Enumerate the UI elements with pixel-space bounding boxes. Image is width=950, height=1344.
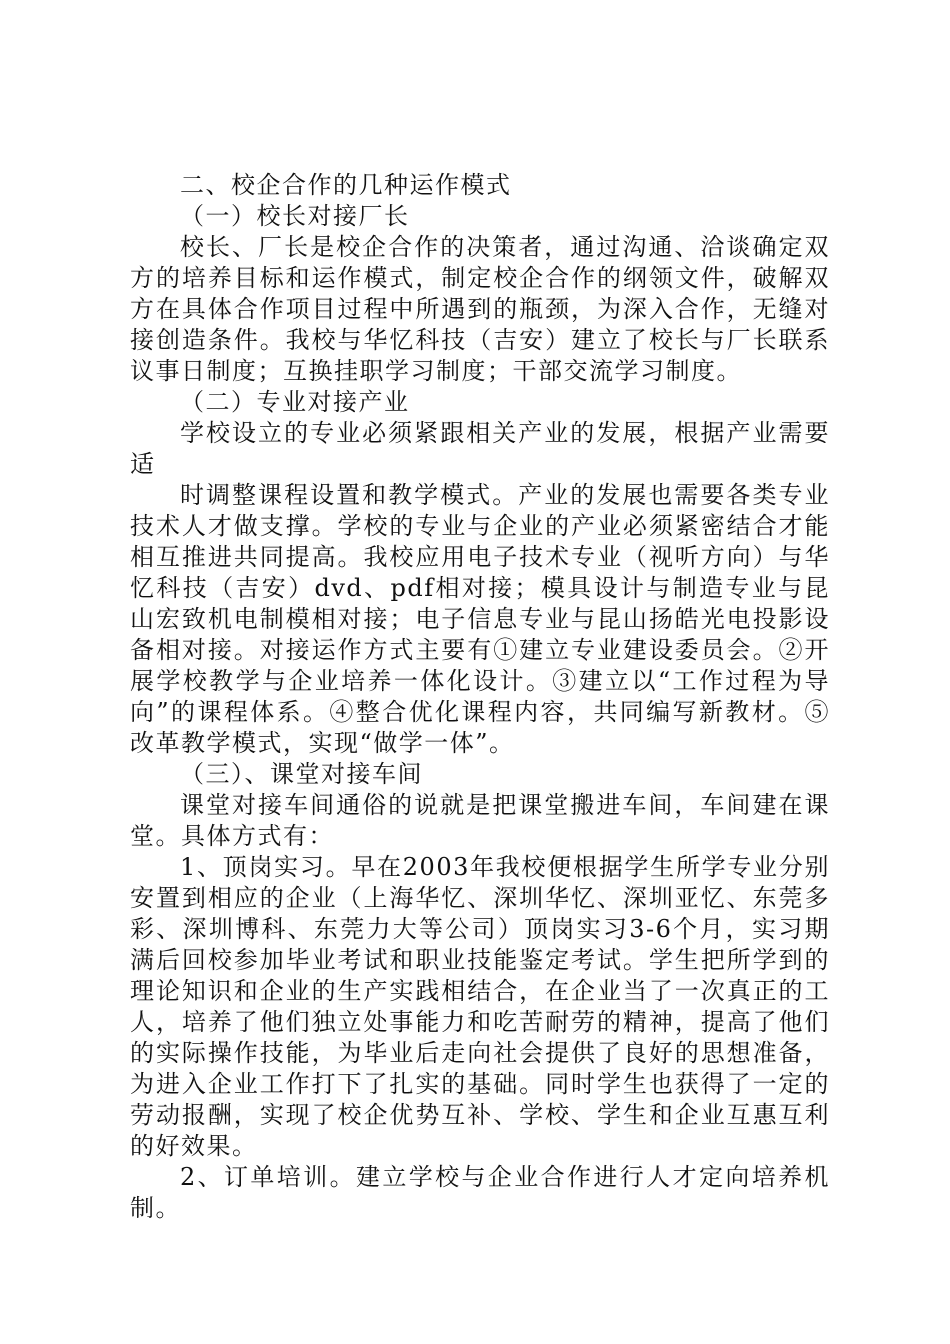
subsection-title-3: （三）、课堂对接车间 bbox=[180, 760, 423, 788]
document-body bbox=[130, 170, 830, 1224]
paragraph-section-1: 校长、厂长是校企合作的决策者，通过沟通、洽谈确定双方的培养目标和运作模式，制定校企合作的纲领文件，破解双方在具体合作项目过程中所遇到的瓶颈，为深入合作，无缝对接创造条件。我校与华忆科技（吉安）建立了校长与厂长联系议事日制度；互换挂职学习制度；干部交流学习制度。 bbox=[130, 233, 830, 385]
section-heading: 二、校企合作的几种运作模式 bbox=[180, 171, 512, 199]
subsection-title-2: （二）专业对接产业 bbox=[180, 388, 410, 416]
subsection-title-1: （一）校长对接厂长 bbox=[180, 202, 410, 230]
paragraph-item-2: 2、订单培训。建立学校与企业合作进行人才定向培养机制。 bbox=[130, 1163, 830, 1222]
paragraph-section-3-intro: 课堂对接车间通俗的说就是把课堂搬进车间，车间建在课堂。具体方式有： bbox=[130, 791, 830, 850]
paragraph-section-2-part-2: 时调整课程设置和教学模式。产业的发展也需要各类专业技术人才做支撑。学校的专业与企业的产业必须紧密结合才能相互推进共同提高。我校应用电子技术专业（视听方向）与华忆科技（吉安）dvd、pdf相对接；模具设计与制造专业与昆山宏致机电制模相对接；电子信息专业与昆山扬皓光电投影设备相对接。对接运作方式主要有①建立专业建设委员会。②开展学校教学与企业培养一体化设计。③建立以“工作过程为导向”的课程体系。④整合优化课程内容，共同编写新教材。⑤改革教学模式，实现“做学一体”。 bbox=[130, 481, 830, 757]
paragraph-section-2-part-1: 学校设立的专业必须紧跟相关产业的发展，根据产业需要适 bbox=[130, 419, 830, 478]
paragraph-item-1: 1、顶岗实习。早在2003年我校便根据学生所学专业分别安置到相应的企业（上海华忆、深圳华忆、深圳亚忆、东莞多彩、深圳博科、东莞力大等公司）顶岗实习3-6个月，实习期满后回校参加毕业考试和职业技能鉴定考试。学生把所学到的理论知识和企业的生产实践相结合，在企业当了一次真正的工人，培养了他们独立处事能力和吃苦耐劳的精神，提高了他们的实际操作技能，为毕业后走向社会提供了良好的思想准备，为进入企业工作打下了扎实的基础。同时学生也获得了一定的劳动报酬，实现了校企优势互补、学校、学生和企业互惠互利的好效果。 bbox=[130, 853, 830, 1160]
